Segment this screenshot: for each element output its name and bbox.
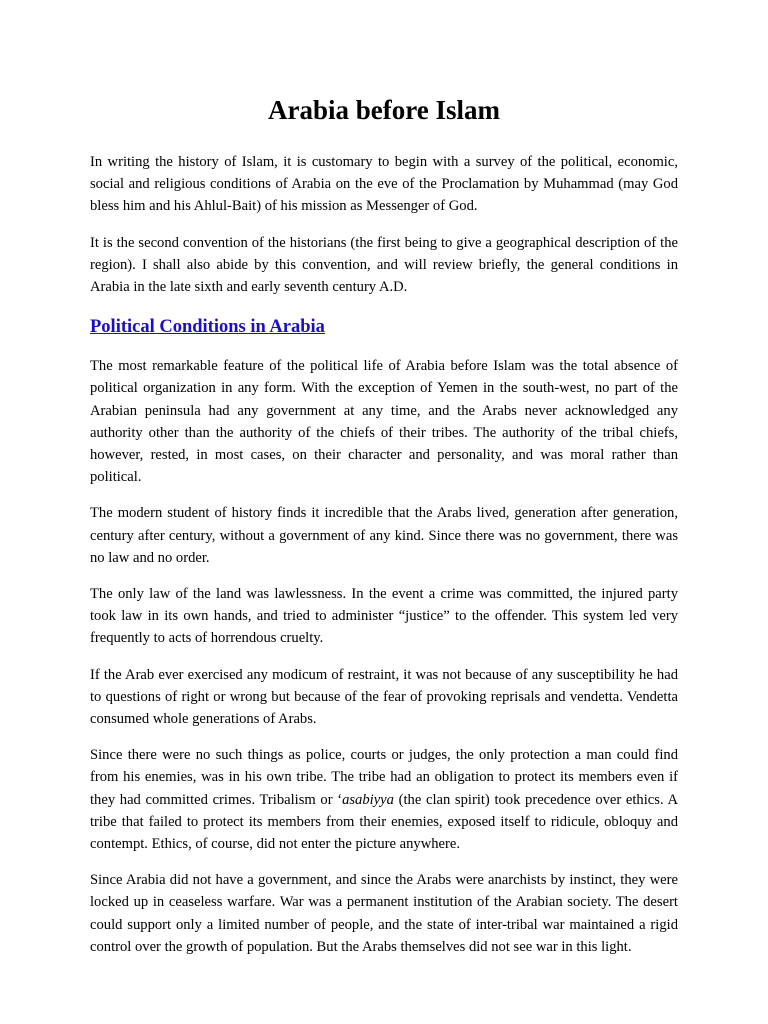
- document-body: [90, 88, 678, 972]
- page-title: Arabia before Islam: [268, 95, 500, 125]
- paragraph-no-government: The modern student of history finds it incredible that the Arabs lived, generation after generation, century after century, without a government of any kind. Since there was no government, there was no law and no order.: [90, 505, 678, 566]
- section-heading: [90, 312, 678, 342]
- paragraph-lawlessness: The only law of the land was lawlessness. In the event a crime was committed, the injured party took law in its own hands, and tried to administer “justice” to the offender. This system led very frequently to acts of horrendous cruelty.: [90, 586, 678, 647]
- paragraph-political-organization: The most remarkable feature of the political life of Arabia before Islam was the total absence of political organization in any form. With the exception of Yemen in the south-west, no part of the Arabian peninsula had any government at any time, and the Arabs never acknowledged any authority other than the authority of the chiefs of their tribes. The authority of the tribal chiefs, however, rested, in most cases, on their character and personality, and was moral rather than political.: [90, 358, 678, 486]
- paragraph-warfare: Since Arabia did not have a government, and since the Arabs were anarchists by instinct, they were locked up in ceaseless warfare. War was a permanent institution of the Arabian society. The desert could support only a limited number of people, and the state of inter-tribal war maintained a rigid control over the growth of population. But the Arabs themselves did not see war in this light.: [90, 872, 678, 955]
- intro-paragraph-2: It is the second convention of the historians (the first being to give a geographical description of the region). I shall also abide by this convention, and will review briefly, the general conditions in Arabia in the late sixth and early seventh century A.D.: [90, 234, 678, 296]
- paragraph-tribalism: [90, 744, 678, 855]
- tribalism-text-end: (the clan spirit) took precedence over ethics. A tribe that failed to protect its members from their enemies, exposed itself to ridicule, obloquy and contempt. Ethics, of course, did not enter the picture anywhere.: [90, 791, 678, 853]
- intro-paragraph-1: In writing the history of Islam, it is customary to begin with a survey of the political, economic, social and religious conditions of Arabia on the eve of the Proclamation by Muhammad (may God bless him and his Ahlul-Bait) of his mission as Messenger of God.: [90, 154, 678, 215]
- asabiyya-term: asabiyya: [342, 791, 394, 808]
- paragraph-vendetta: If the Arab ever exercised any modicum of restraint, it was not because of any susceptibility he had to questions of right or wrong but because of the fear of provoking reprisals and vendetta. Vendetta consumed whole generations of Arabs.: [90, 666, 678, 728]
- section-heading-link[interactable]: Political Conditions in Arabia: [90, 317, 325, 338]
- tribalism-text-start: Since there were no such things as police, courts or judges, the only protection a man could find from his enemies, was in his own tribe. The tribe had an obligation to protect its members even if they had committed crimes. Tribalism or ‘: [90, 747, 678, 808]
